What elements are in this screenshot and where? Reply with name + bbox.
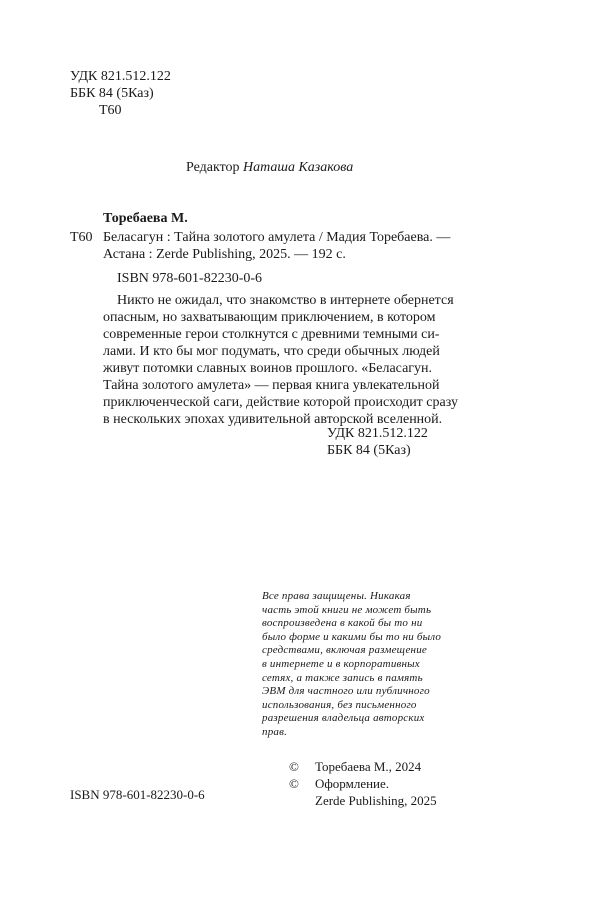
copyright-author-row	[289, 758, 437, 775]
annotation-line: живут потомки славных воинов прошлого. «Беласагун.	[103, 361, 433, 376]
annotation-line: в нескольких эпохах удивительной авторской вселенной.	[103, 412, 443, 427]
copyright-icon: ©	[289, 759, 299, 774]
catalog-isbn: ISBN 978-601-82230-0-6	[117, 271, 263, 286]
rights-line: использования, без письменного	[262, 698, 417, 711]
rights-line: воспроизведена в какой бы то ни	[262, 617, 423, 630]
rights-line: ЭВМ для частного или публичного	[262, 685, 430, 698]
description-line: Астана : Zerde Publishing, 2025. — 192 с.	[103, 247, 346, 262]
rights-line: разрешения владельца авторских	[262, 712, 425, 725]
catalog-mark: Т60	[70, 230, 93, 245]
udk-code-bottom: УДК 821.512.122	[327, 426, 428, 441]
copyright-block	[289, 758, 437, 809]
annotation-line: Никто не ожидал, что знакомство в интернете обернется	[117, 293, 454, 308]
rights-line: было форме и какими бы то ни было	[262, 630, 442, 643]
rights-line: в интернете и в корпоративных	[262, 657, 420, 670]
catalog-author: Торебаева М.	[103, 211, 188, 226]
copyright-publisher: Zerde Publishing, 2025	[315, 793, 437, 808]
annotation-line: опасным, но захватывающим приключением, в котором	[103, 310, 436, 325]
rights-line: Все права защищены. Никакая	[262, 590, 411, 602]
rights-line: прав.	[262, 725, 288, 738]
udk-code-top: УДК 821.512.122	[70, 69, 171, 84]
copyright-design: Оформление.	[315, 776, 390, 791]
bbk-code-bottom: ББК 84 (5Каз)	[327, 443, 411, 458]
author-mark-top: Т60	[99, 103, 122, 118]
annotation-line: Тайна золотого амулета» — первая книга увлекательной	[103, 378, 440, 393]
annotation-line: современные герои столкнутся с древними темными си-	[103, 327, 440, 342]
isbn-bottom: ISBN 978-601-82230-0-6	[70, 787, 205, 802]
rights-notice	[262, 590, 442, 740]
annotation-line: приключенческой саги, действие которой происходит сразу	[103, 395, 458, 410]
copyright-design-row	[289, 775, 437, 792]
copyright-author: Торебаева М., 2024	[315, 759, 422, 774]
catalog-description	[103, 229, 451, 263]
rights-line: сетях, а также запись в память	[262, 671, 423, 684]
annotation-line: лами. И кто бы мог подумать, что среди обычных людей	[103, 344, 440, 359]
editor-line	[186, 159, 353, 176]
catalog-annotation	[103, 292, 458, 428]
rights-line: часть этой книги не может быть	[262, 603, 432, 616]
bbk-code-top: ББК 84 (5Каз)	[70, 86, 154, 101]
editor-name: Наташа Казакова	[243, 160, 354, 175]
editor-label: Редактор	[186, 160, 240, 175]
description-line: Беласагун : Тайна золотого амулета / Мадия Торебаева. —	[103, 230, 451, 245]
copyright-icon: ©	[289, 776, 299, 791]
rights-line: средствами, включая размещение	[262, 644, 427, 657]
